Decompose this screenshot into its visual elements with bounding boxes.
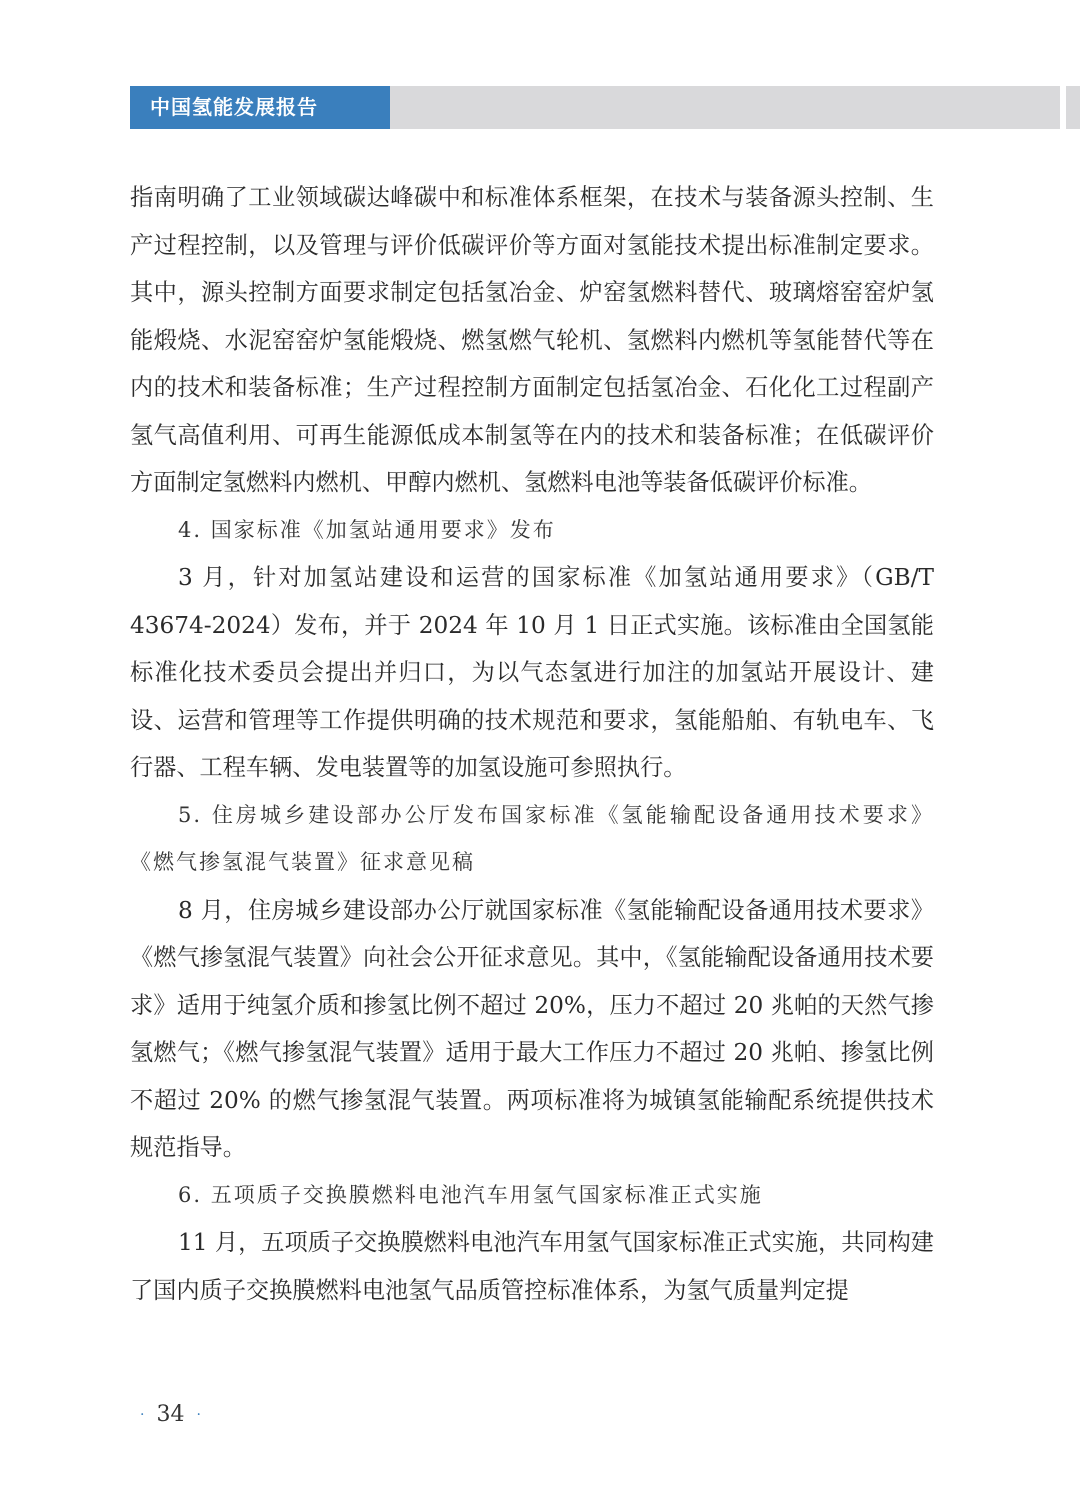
section-heading-6: 6. 五项质子交换膜燃料电池汽车用氢气国家标准正式实施 — [178, 1182, 763, 1207]
page-body — [130, 174, 934, 1314]
header-edge-tab — [1066, 86, 1080, 129]
page-number — [128, 1399, 213, 1431]
paragraph: 11 月，五项质子交换膜燃料电池汽车用氢气国家标准正式实施，共同构建了国内质子交换膜燃料电池氢气品质管控标准体系，为氢气质量判定提 — [130, 1229, 934, 1304]
running-header-title: 中国氢能发展报告 — [130, 86, 390, 129]
page-number-value: 34 — [156, 1402, 185, 1427]
section-heading-4: 4. 国家标准《加氢站通用要求》发布 — [178, 517, 556, 542]
page-number-dot-left: · — [140, 1407, 145, 1423]
paragraph-continued: 指南明确了工业领域碳达峰碳中和标准体系框架，在技术与装备源头控制、生产过程控制，以及管理与评价低碳评价等方面对氢能技术提出标准制定要求。其中，源头控制方面要求制定包括氢冶金、炉窑氢燃料替代、玻璃熔窑窑炉氢能煅烧、水泥窑窑炉氢能煅烧、燃氢燃气轮机、氢燃料内燃机等氢能替代等在内的技术和装备标准；生产过程控制方面制定包括氢冶金、石化化工过程副产氢气高值利用、可再生能源低成本制氢等在内的技术和装备标准；在低碳评价方面制定氢燃料内燃机、甲醇内燃机、氢燃料电池等装备低碳评价标准。 — [130, 184, 934, 496]
paragraph: 3 月，针对加氢站建设和运营的国家标准《加氢站通用要求》（GB/T 43674-2024）发布，并于 2024 年 10 月 1 日正式实施。该标准由全国氢能标准化技术委员会提出并归口，为以气态氢进行加注的加氢站开展设计、建设、运营和管理等工作提供明确的技术规范和要求，氢能船舶、有轨电车、飞行器、工程车辆、发电装置等的加氢设施可参照执行。 — [130, 564, 934, 781]
paragraph: 8 月，住房城乡建设部办公厅就国家标准《氢能输配设备通用技术要求》《燃气掺氢混气装置》向社会公开征求意见。其中，《氢能输配设备通用技术要求》适用于纯氢介质和掺氢比例不超过 20%，压力不超过 20 兆帕的天然气掺氢燃气；《燃气掺氢混气装置》适用于最大工作压力不超过 20 兆帕、掺氢比例不超过 20% 的燃气掺氢混气装置。两项标准将为城镇氢能输配系统提供技术规范指导。 — [130, 896, 934, 1161]
section-heading-5: 5. 住房城乡建设部办公厅发布国家标准《氢能输配设备通用技术要求》《燃气掺氢混气装置》征求意见稿 — [130, 802, 934, 874]
page-number-dot-right: · — [196, 1407, 201, 1423]
